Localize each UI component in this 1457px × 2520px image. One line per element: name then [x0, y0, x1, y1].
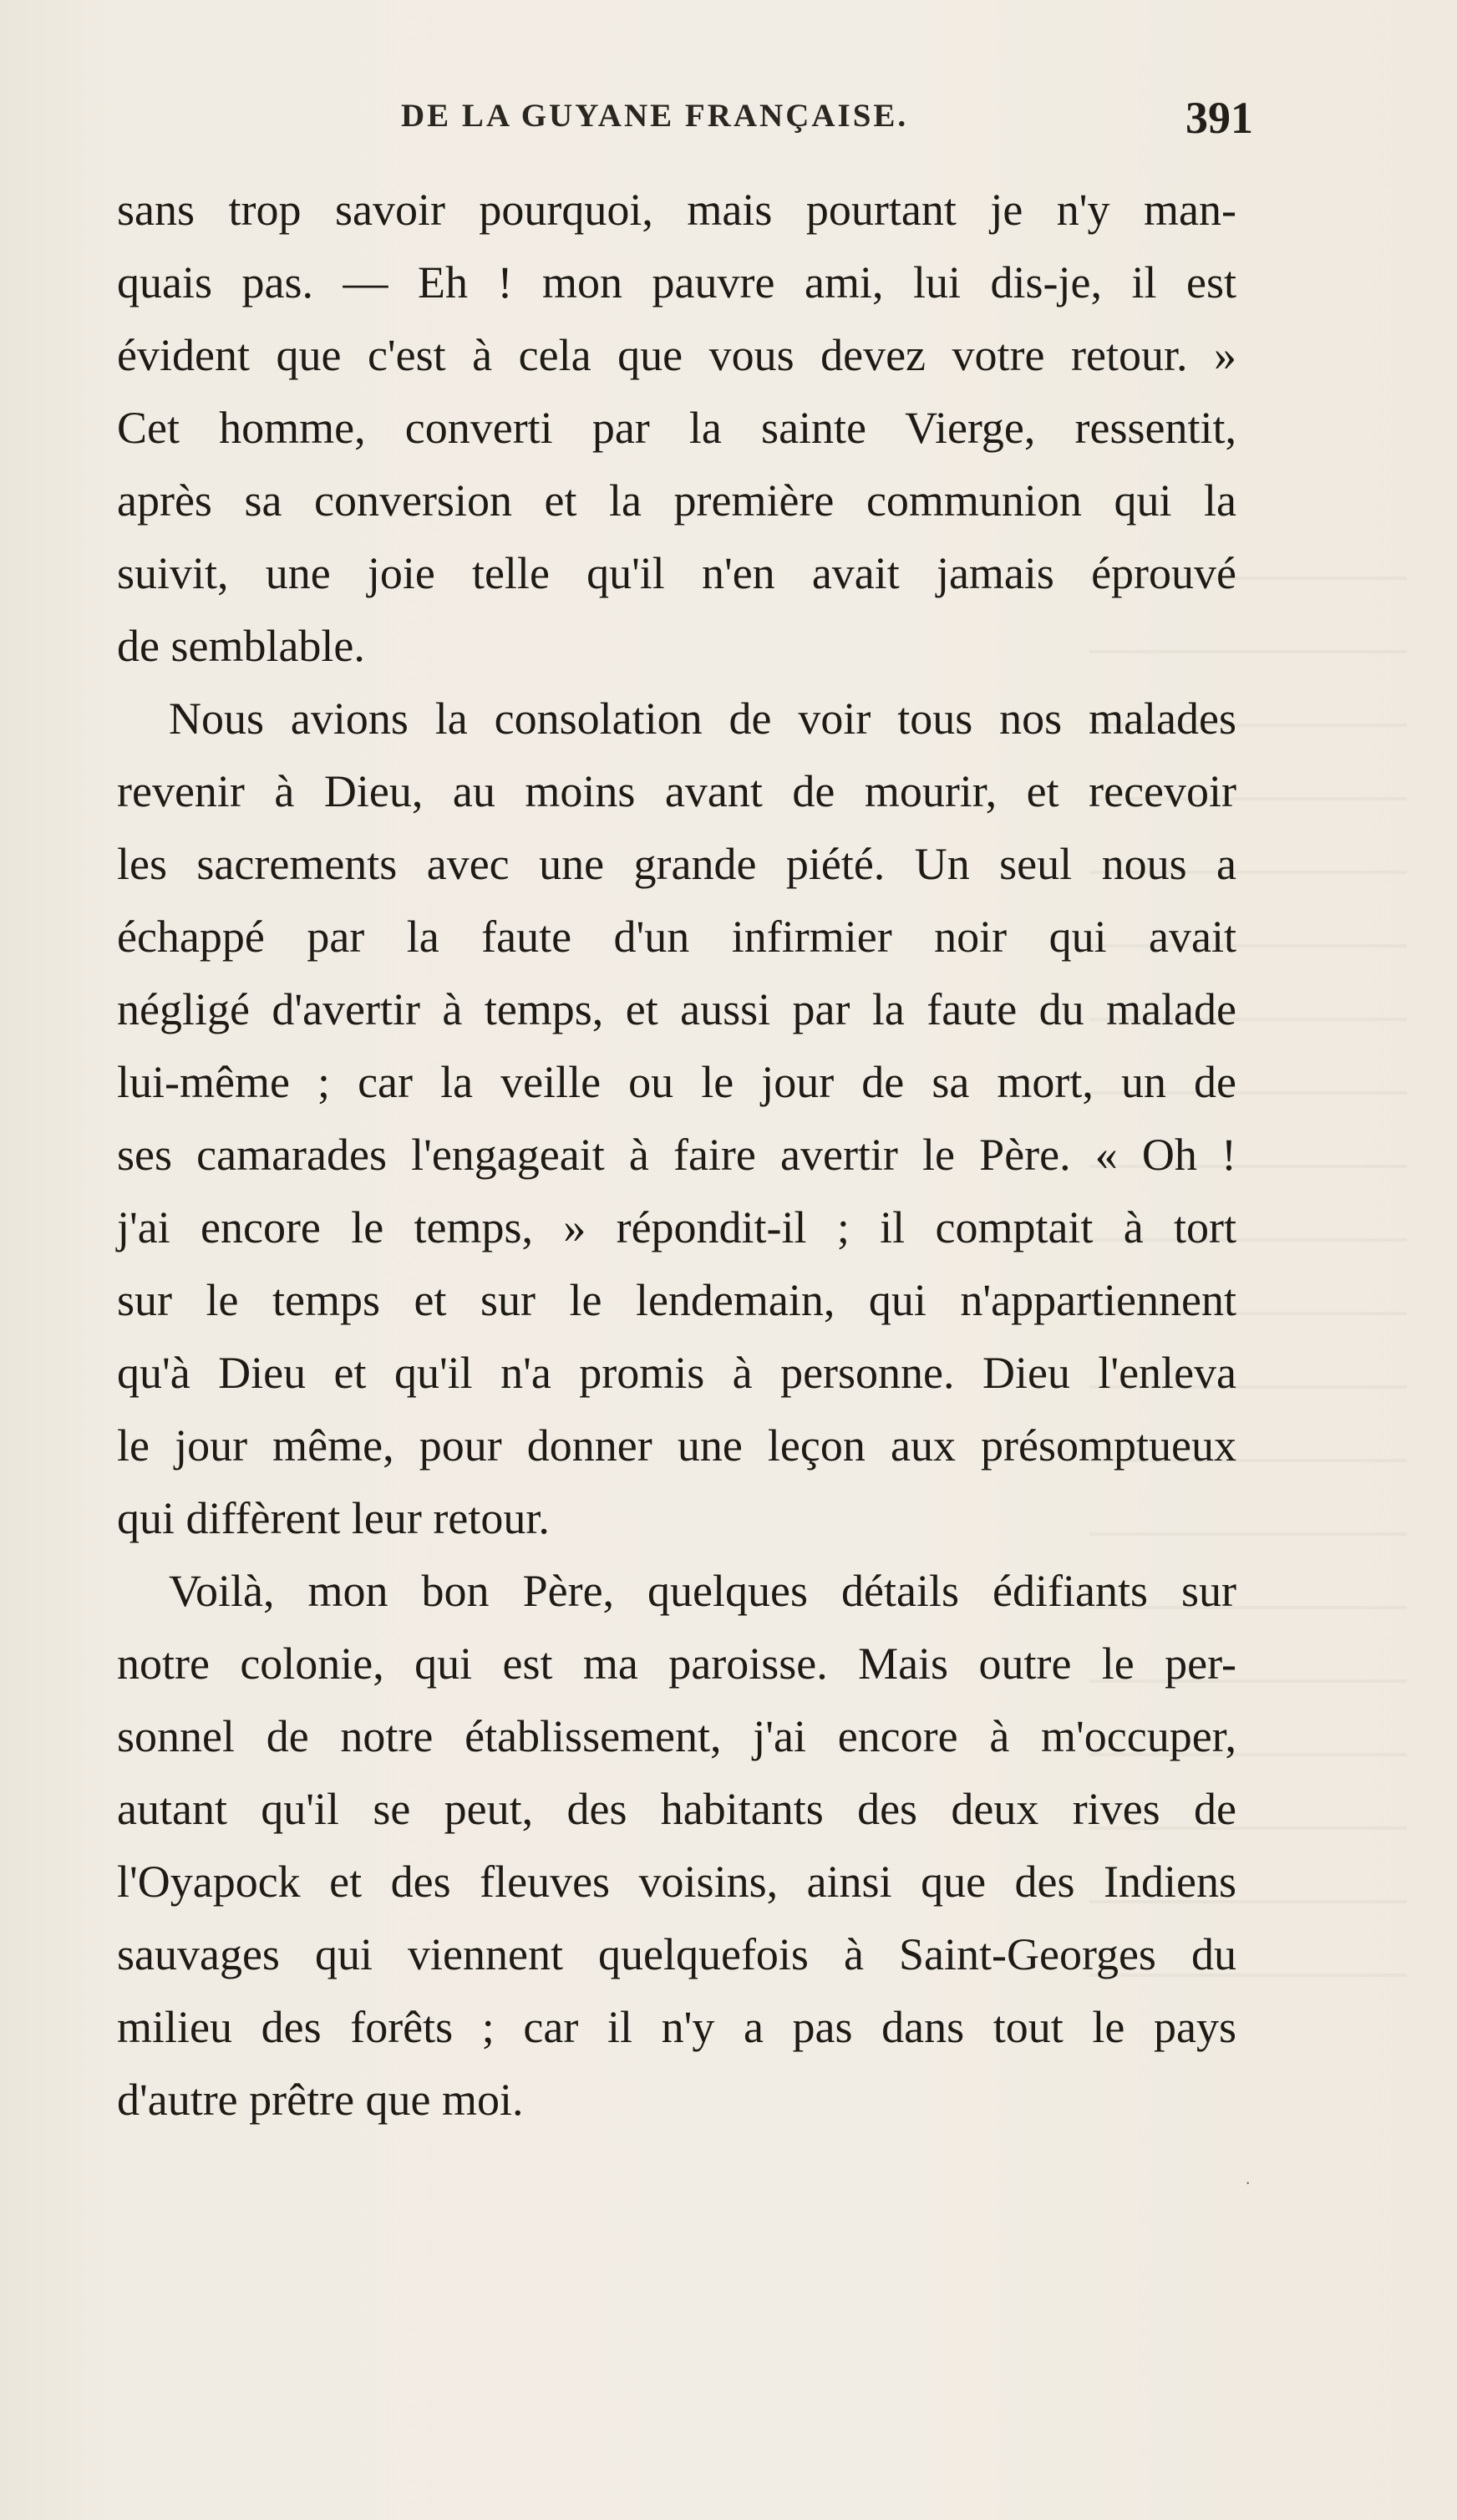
- text-line: Voilà, mon bon Père, quelques détails édifiants sur: [169, 1566, 1236, 1616]
- paragraph-1: [117, 174, 1236, 683]
- text-line: quais pas. — Eh ! mon pauvre ami, lui dis-je, il est: [117, 257, 1236, 307]
- text-line: échappé par la faute d'un infirmier noir qui avait: [117, 912, 1236, 962]
- text-line: évident que c'est à cela que vous devez votre retour. »: [117, 330, 1236, 380]
- text-line: après sa conversion et la première communion qui la: [117, 475, 1236, 526]
- page-number: 391: [1185, 93, 1253, 143]
- text-line: notre colonie, qui est ma paroisse. Mais outre le per-: [117, 1639, 1236, 1689]
- text-line: qu'à Dieu et qu'il n'a promis à personne. Dieu l'enleva: [117, 1348, 1236, 1398]
- text-line: sans trop savoir pourquoi, mais pourtant je n'y man-: [117, 185, 1236, 235]
- text-line: négligé d'avertir à temps, et aussi par la faute du malade: [117, 984, 1236, 1034]
- stray-ink-mark: ·: [1245, 2172, 1251, 2193]
- paragraph-2: [117, 683, 1236, 1555]
- running-title: DE LA GUYANE FRANÇAISE.: [401, 98, 909, 134]
- text-line: sur le temps et sur le lendemain, qui n'appartiennent: [117, 1275, 1236, 1325]
- text-line: sonnel de notre établissement, j'ai encore à m'occuper,: [117, 1711, 1236, 1761]
- paragraph-3: [117, 1555, 1236, 2136]
- text-line: lui-même ; car la veille ou le jour de sa mort, un de: [117, 1057, 1236, 1107]
- text-line: suivit, une joie telle qu'il n'en avait jamais éprouvé: [117, 548, 1236, 598]
- body-text: [117, 174, 1236, 2136]
- text-line: les sacrements avec une grande piété. Un seul nous a: [117, 839, 1236, 889]
- text-line: le jour même, pour donner une leçon aux présomptueux: [117, 1420, 1236, 1471]
- text-line: Cet homme, converti par la sainte Vierge, ressentit,: [117, 403, 1236, 453]
- text-line: d'autre prêtre que moi.: [117, 2075, 524, 2125]
- text-line: sauvages qui viennent quelquefois à Saint-Georges du: [117, 1929, 1236, 1979]
- text-line: milieu des forêts ; car il n'y a pas dans tout le pays: [117, 2002, 1236, 2052]
- running-head: [117, 93, 1253, 147]
- text-line: Nous avions la consolation de voir tous nos malades: [169, 694, 1236, 744]
- text-line: ses camarades l'engageait à faire avertir le Père. « Oh !: [117, 1130, 1236, 1180]
- text-line: autant qu'il se peut, des habitants des deux rives de: [117, 1784, 1236, 1834]
- text-line: revenir à Dieu, au moins avant de mourir, et recevoir: [117, 766, 1236, 816]
- text-line: l'Oyapock et des fleuves voisins, ainsi que des Indiens: [117, 1857, 1236, 1907]
- text-line: de semblable.: [117, 621, 365, 671]
- text-line: qui diffèrent leur retour.: [117, 1493, 550, 1543]
- text-line: j'ai encore le temps, » répondit-il ; il comptait à tort: [117, 1202, 1236, 1252]
